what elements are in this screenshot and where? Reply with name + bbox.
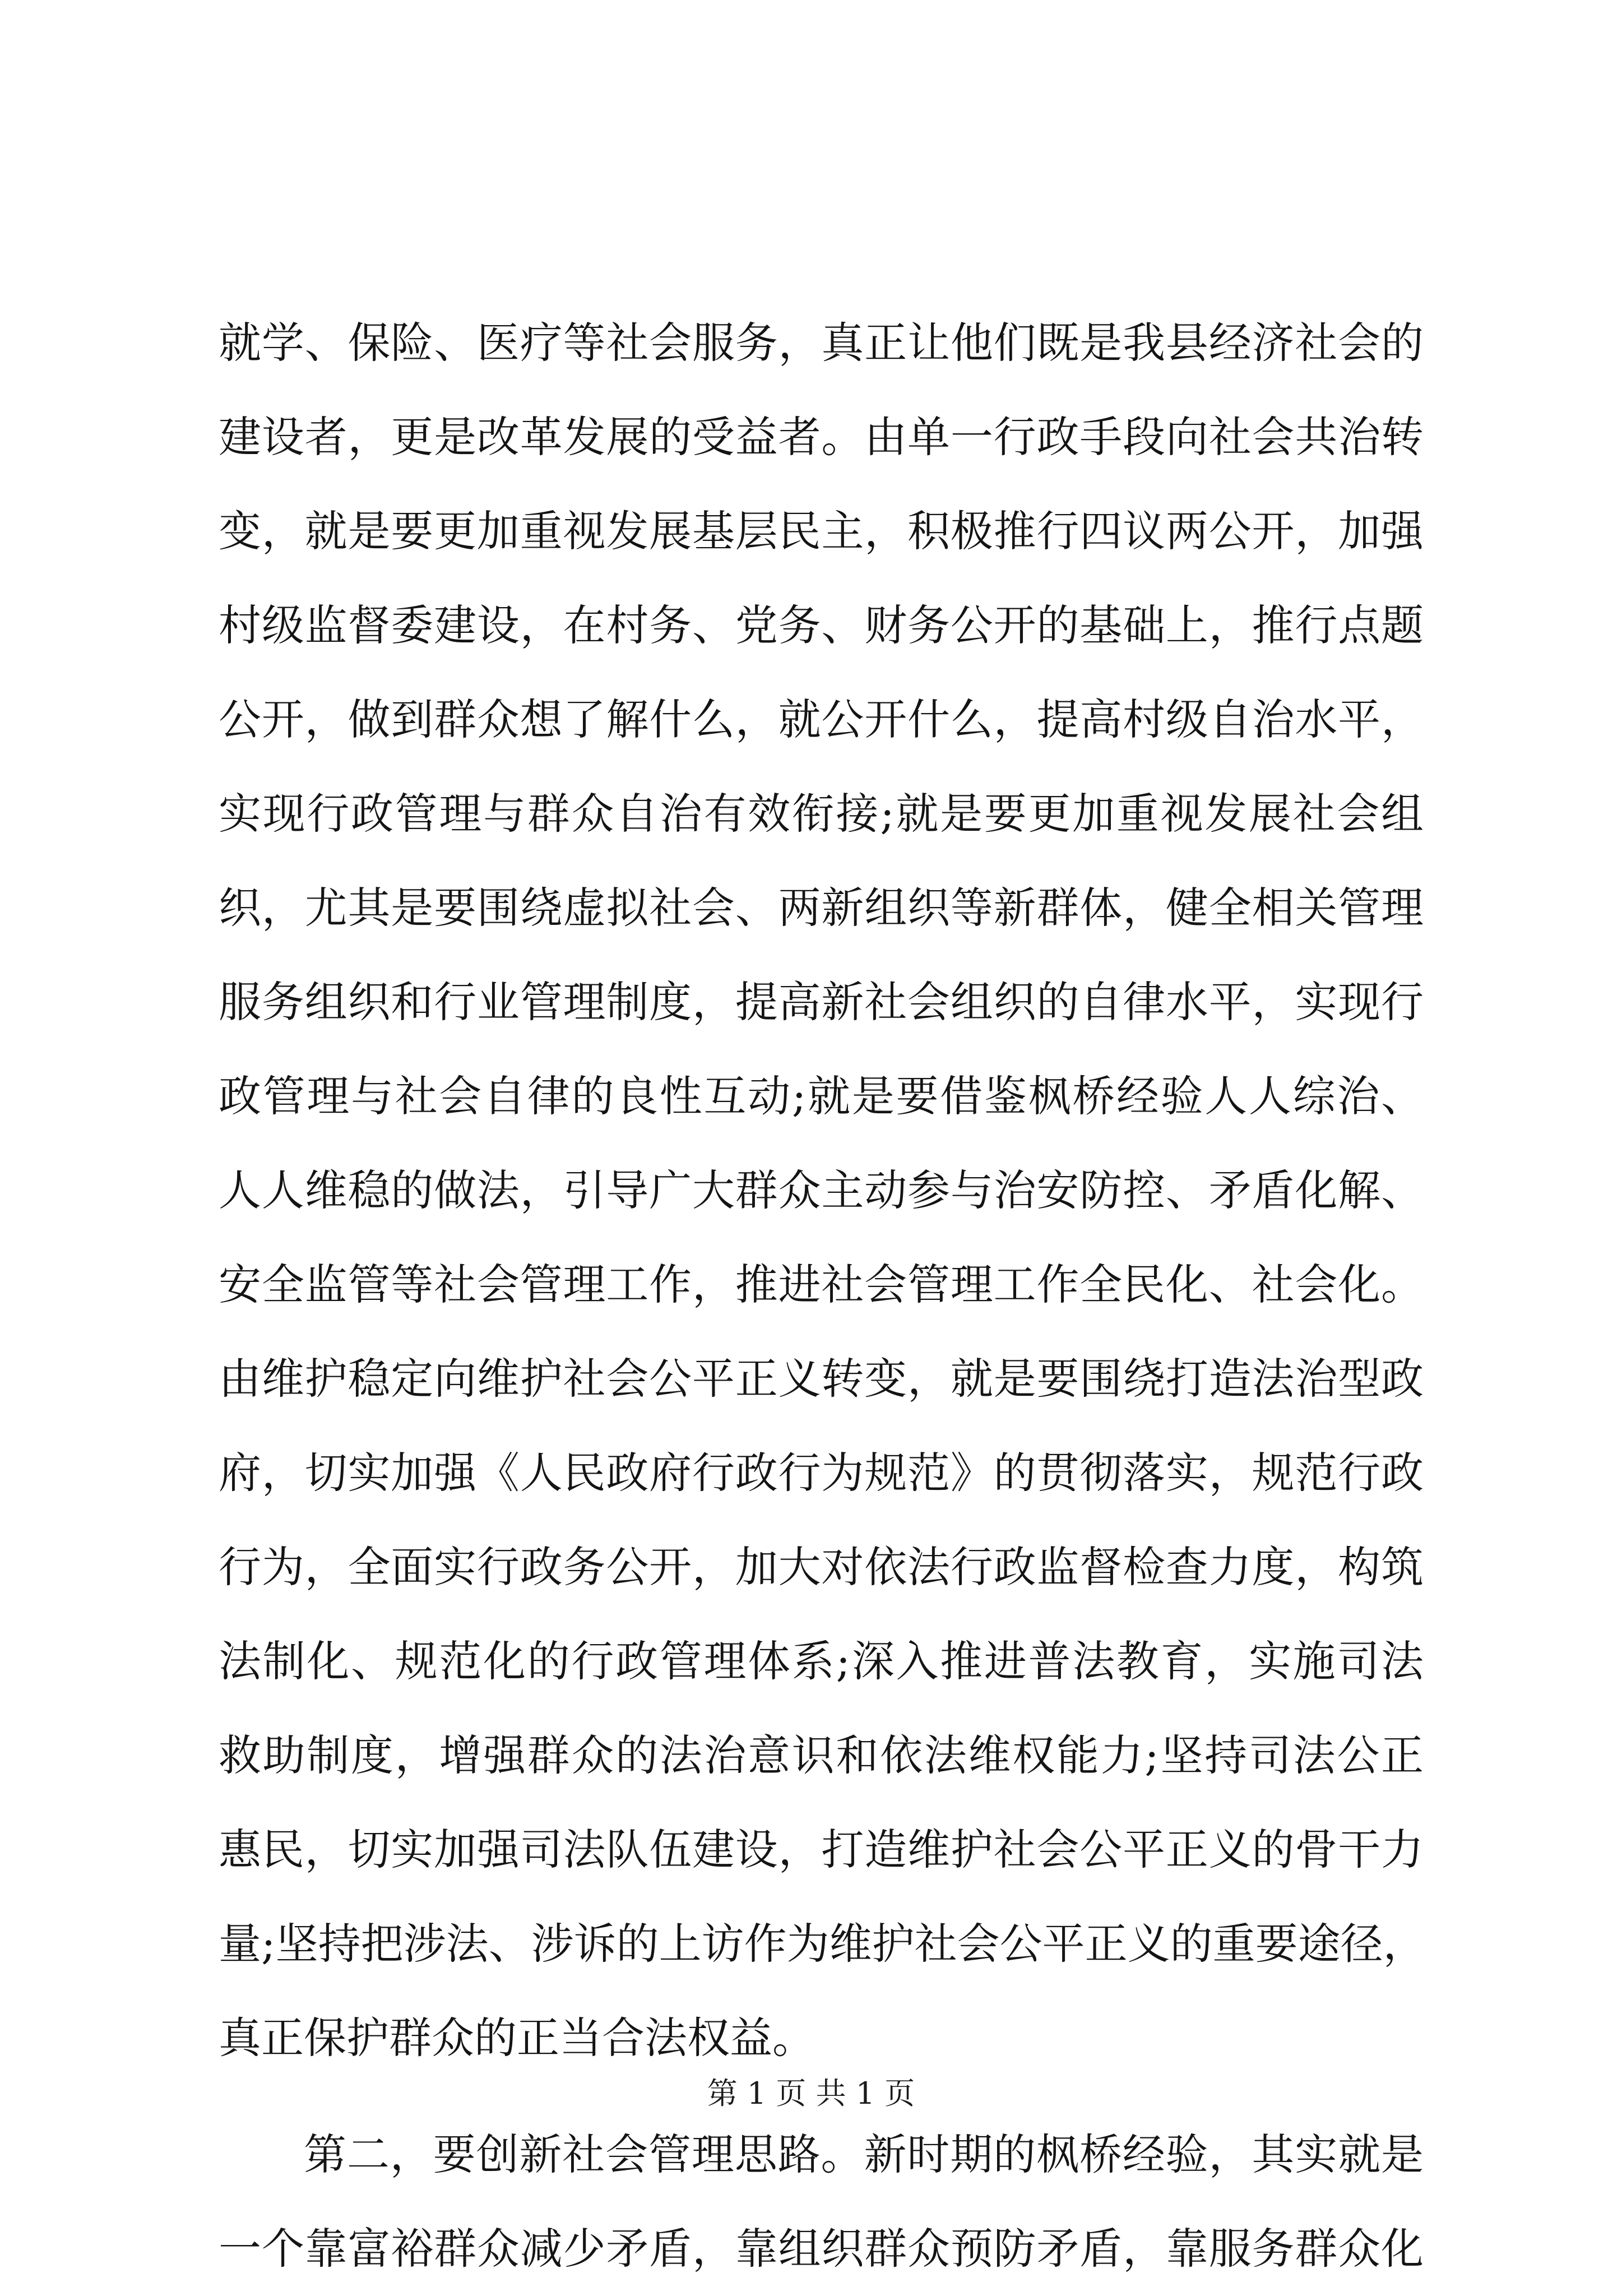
text-line: 一个靠富裕群众减少矛盾，靠组织群众预防矛盾，靠服务群众化: [219, 2224, 1424, 2274]
text-line: 安全监管等社会管理工作，推进社会管理工作全民化、社会化。: [219, 1260, 1424, 1309]
text-line: 织，尤其是要围绕虚拟社会、两新组织等新群体，健全相关管理: [219, 883, 1424, 933]
text-line: 公开，做到群众想了解什么，就公开什么，提高村级自治水平，: [219, 695, 1424, 744]
page-number: 第 1 页 共 1 页: [707, 2076, 915, 2111]
page-footer: [0, 2071, 1622, 2116]
text-line: 服务组织和行业管理制度，提高新社会组织的自律水平，实现行: [219, 977, 1424, 1027]
text-line: 政管理与社会自律的良性互动;就是要借鉴枫桥经验人人综治、: [219, 1071, 1424, 1121]
text-line: 惠民，切实加强司法队伍建设，打造维护社会公平正义的骨干力: [219, 1825, 1424, 1874]
text-line: 救助制度，增强群众的法治意识和依法维权能力;坚持司法公正: [219, 1730, 1424, 1780]
text-line: 量;坚持把涉法、涉诉的上访作为维护社会公平正义的重要途径，: [219, 1919, 1426, 1969]
text-line: 府，切实加强《人民政府行政行为规范》的贯彻落实，规范行政: [219, 1448, 1424, 1498]
text-line: 就学、保险、医疗等社会服务，真正让他们既是我县经济社会的: [219, 318, 1424, 368]
document-body: [219, 296, 1424, 2296]
paragraph-1: [219, 296, 1424, 2085]
text-line: 真正保护群众的正当合法权益。: [219, 2013, 815, 2063]
text-line: 人人维稳的做法，引导广大群众主动参与治安防控、矛盾化解、: [219, 1165, 1424, 1215]
text-line: 变，就是要更加重视发展基层民主，积极推行四议两公开，加强: [219, 506, 1424, 556]
text-line: 第二，要创新社会管理思路。新时期的枫桥经验，其实就是: [304, 2130, 1424, 2179]
text-line: 村级监督委建设，在村务、党务、财务公开的基础上，推行点题: [219, 600, 1424, 650]
text-line: 法制化、规范化的行政管理体系;深入推进普法教育，实施司法: [219, 1636, 1424, 1686]
text-line: 行为，全面实行政务公开，加大对依法行政监督检查力度，构筑: [219, 1542, 1424, 1592]
text-line: 实现行政管理与群众自治有效衔接;就是要更加重视发展社会组: [219, 789, 1424, 839]
text-line: 由维护稳定向维护社会公平正义转变，就是要围绕打造法治型政: [219, 1354, 1424, 1404]
text-line: 建设者，更是改革发展的受益者。由单一行政手段向社会共治转: [219, 412, 1424, 462]
paragraph-2: [219, 2108, 1424, 2296]
